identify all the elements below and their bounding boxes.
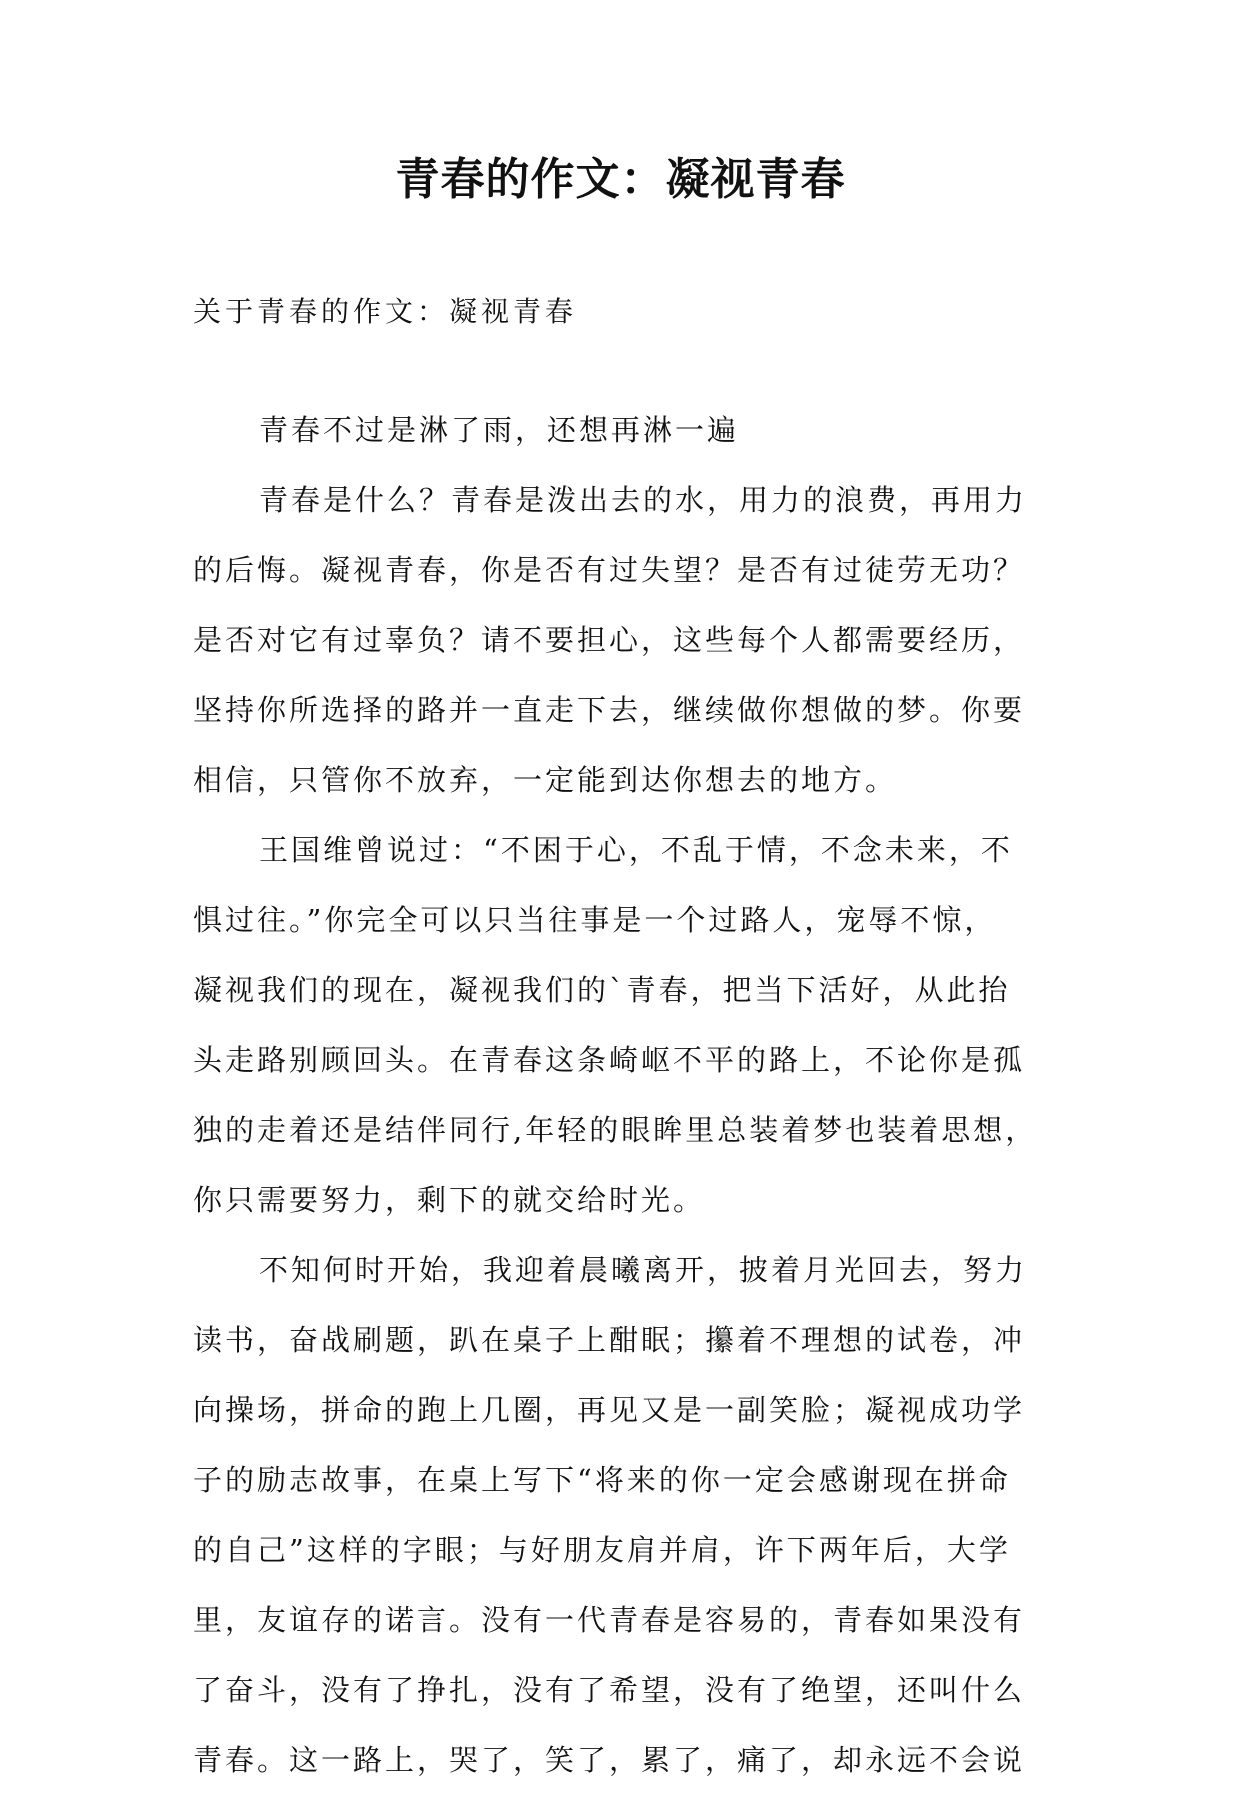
body-line: 坚持你所选择的路并一直走下去，继续做你想做的梦。你要 — [193, 693, 1026, 727]
body-line: 不知何时开始，我迎着晨曦离开，披着月光回去，努力 — [259, 1253, 1028, 1287]
body-line: 相信，只管你不放弃，一定能到达你想去的地方。 — [193, 763, 898, 797]
document-title: 青春的作文：凝视青春 — [395, 154, 846, 205]
body-line: 青春不过是淋了雨，还想再淋一遍 — [259, 413, 740, 447]
body-line: 子的励志故事，在桌上写下“将来的你一定会感谢现在拼命 — [193, 1463, 1011, 1497]
document-body — [193, 410, 1073, 1810]
body-line: 里，友谊存的诺言。没有一代青春是容易的，青春如果没有 — [193, 1603, 1026, 1637]
body-line: 凝视我们的现在，凝视我们的`青春，把当下活好，从此抬 — [193, 973, 1011, 1007]
body-line: 了奋斗，没有了挣扎，没有了希望，没有了绝望，还叫什么 — [193, 1673, 1026, 1707]
body-line: 独的走着还是结伴同行,年轻的眼眸里总装着梦也装着思想， — [193, 1113, 1038, 1147]
body-line: 你只需要努力，剩下的就交给时光。 — [193, 1183, 706, 1217]
body-line: 向操场，拼命的跑上几圈，再见又是一副笑脸；凝视成功学 — [193, 1393, 1026, 1427]
body-line: 青春是什么？青春是泼出去的水，用力的浪费，再用力 — [259, 483, 1028, 517]
body-line: 的自己”这样的字眼；与好朋友肩并肩，许下两年后，大学 — [193, 1533, 1011, 1567]
body-line: 是否对它有过辜负？请不要担心，这些每个人都需要经历， — [193, 623, 1026, 657]
body-line: 王国维曾说过：“不困于心，不乱于情，不念未来，不 — [259, 833, 1013, 867]
body-line: 青春。这一路上，哭了，笑了，累了，痛了，却永远不会说 — [193, 1743, 1026, 1777]
body-line: 头走路别顾回头。在青春这条崎岖不平的路上，不论你是孤 — [193, 1043, 1026, 1077]
body-line: 的后悔。凝视青春，你是否有过失望？是否有过徒劳无功？ — [193, 553, 1026, 587]
document-subtitle: 关于青春的作文：凝视青春 — [193, 295, 578, 328]
body-line: 读书，奋战刷题，趴在桌子上酣眠；攥着不理想的试卷，冲 — [193, 1323, 1026, 1357]
body-line: 惧过往。”你完全可以只当往事是一个过路人，宠辱不惊， — [193, 903, 997, 937]
